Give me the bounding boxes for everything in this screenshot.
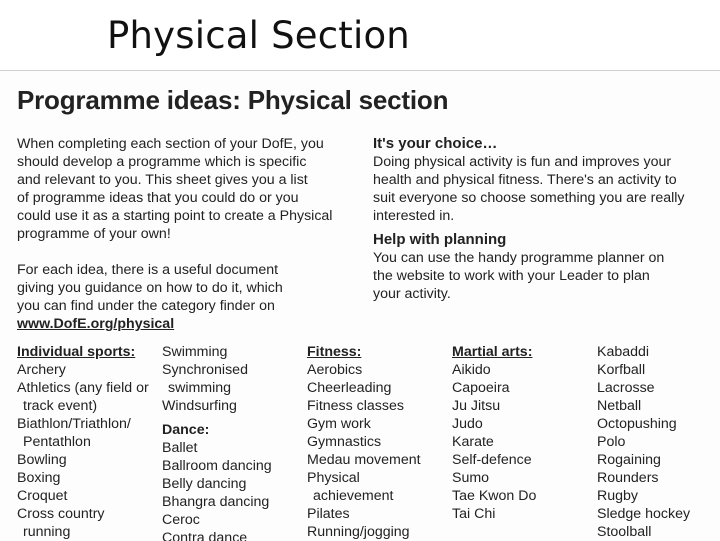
planning-line: You can use the handy programme planner on bbox=[373, 250, 665, 266]
choice-line: suit everyone so choose something you are really bbox=[373, 190, 685, 206]
list-item: Synchronised bbox=[162, 362, 248, 378]
list-item: Windsurfing bbox=[162, 398, 237, 414]
list-item: Rugby bbox=[597, 488, 639, 504]
choice-line: health and physical fitness. There's an activity to bbox=[373, 172, 677, 188]
list-item: Running/jogging bbox=[307, 524, 410, 540]
choice-line: Doing physical activity is fun and improves your bbox=[373, 154, 672, 170]
intro-left bbox=[17, 135, 362, 333]
list-item: Tai Chi bbox=[452, 506, 496, 522]
list-item: achievement bbox=[313, 488, 394, 504]
list-item: Ceroc bbox=[162, 512, 200, 528]
list-item: track event) bbox=[23, 398, 98, 414]
list-item: Gym work bbox=[307, 416, 371, 432]
list-item: Swimming bbox=[162, 344, 228, 360]
intro-line: should develop a programme which is specific bbox=[17, 154, 307, 170]
list-item: Lacrosse bbox=[597, 380, 655, 396]
category-heading: Individual sports: bbox=[17, 344, 136, 360]
category-heading: Dance: bbox=[162, 422, 210, 438]
list-item: Cheerleading bbox=[307, 380, 392, 396]
intro-line: When completing each section of your DofE, you bbox=[17, 136, 324, 152]
list-item: Ju Jitsu bbox=[452, 398, 501, 414]
list-item: Judo bbox=[452, 416, 483, 432]
planning-line: the website to work with your Leader to plan bbox=[373, 268, 650, 284]
list-item: Polo bbox=[597, 434, 626, 450]
document-image bbox=[0, 70, 720, 541]
list-item: Bhangra dancing bbox=[162, 494, 270, 510]
list-item: Belly dancing bbox=[162, 476, 247, 492]
list-item: Tae Kwon Do bbox=[452, 488, 537, 504]
list-item: Croquet bbox=[17, 488, 68, 504]
list-item: Stoolball bbox=[597, 524, 652, 540]
list-item: Aikido bbox=[452, 362, 491, 378]
list-item: Athletics (any field or bbox=[17, 380, 149, 396]
intro-line: programme of your own! bbox=[17, 226, 171, 242]
intro-line: For each idea, there is a useful document bbox=[17, 262, 279, 278]
list-item: Pentathlon bbox=[23, 434, 91, 450]
list-item: Aerobics bbox=[307, 362, 363, 378]
list-item: Kabaddi bbox=[597, 344, 650, 360]
category-heading: Fitness: bbox=[307, 344, 362, 360]
intro-line: of programme ideas that you could do or you bbox=[17, 190, 299, 206]
list-item: Biathlon/Triathlon/ bbox=[17, 416, 131, 432]
intro-line: you can find under the category finder on bbox=[17, 298, 275, 314]
column-individual-sports-cont bbox=[162, 343, 272, 541]
intro-line: could use it as a starting point to create a Physical bbox=[17, 208, 333, 224]
list-item: Fitness classes bbox=[307, 398, 404, 414]
list-item: Octopushing bbox=[597, 416, 677, 432]
list-item: Korfball bbox=[597, 362, 646, 378]
intro-line: giving you guidance on how to do it, which bbox=[17, 280, 283, 296]
list-item: Sumo bbox=[452, 470, 490, 486]
column-individual-sports bbox=[17, 343, 149, 541]
list-item: Capoeira bbox=[452, 380, 510, 396]
list-item: Cross country bbox=[17, 506, 105, 522]
list-item: swimming bbox=[168, 380, 232, 396]
list-item: Rounders bbox=[597, 470, 659, 486]
list-item: Ballroom dancing bbox=[162, 458, 272, 474]
column-martial-arts bbox=[452, 343, 536, 523]
choice-line: interested in. bbox=[373, 208, 455, 224]
planning-heading: Help with planning bbox=[373, 231, 507, 248]
intro-line: and relevant to you. This sheet gives you a list bbox=[17, 172, 308, 188]
list-item: Bowling bbox=[17, 452, 67, 468]
list-item: Rogaining bbox=[597, 452, 661, 468]
choice-heading: It's your choice… bbox=[373, 135, 498, 152]
list-item: Medau movement bbox=[307, 452, 421, 468]
document-heading: Programme ideas: Physical section bbox=[17, 85, 449, 115]
slide-title: Physical Section bbox=[107, 14, 410, 57]
list-item: Physical bbox=[307, 470, 360, 486]
list-item: Sledge hockey bbox=[597, 506, 691, 522]
list-item: Karate bbox=[452, 434, 494, 450]
category-heading: Martial arts: bbox=[452, 344, 533, 360]
column-fitness bbox=[307, 343, 421, 541]
list-item: Archery bbox=[17, 362, 66, 378]
list-item: Boxing bbox=[17, 470, 61, 486]
list-item: Ballet bbox=[162, 440, 198, 456]
list-item: Gymnastics bbox=[307, 434, 382, 450]
intro-right bbox=[373, 135, 713, 303]
dofe-url-link[interactable]: www.DofE.org/physical bbox=[17, 316, 175, 332]
list-item: running bbox=[23, 524, 71, 540]
list-item: Self-defence bbox=[452, 452, 532, 468]
column-team-sports bbox=[597, 343, 690, 541]
planning-line: your activity. bbox=[373, 286, 451, 302]
list-item: Netball bbox=[597, 398, 642, 414]
list-item: Pilates bbox=[307, 506, 350, 522]
list-item: Contra dance bbox=[162, 530, 248, 541]
